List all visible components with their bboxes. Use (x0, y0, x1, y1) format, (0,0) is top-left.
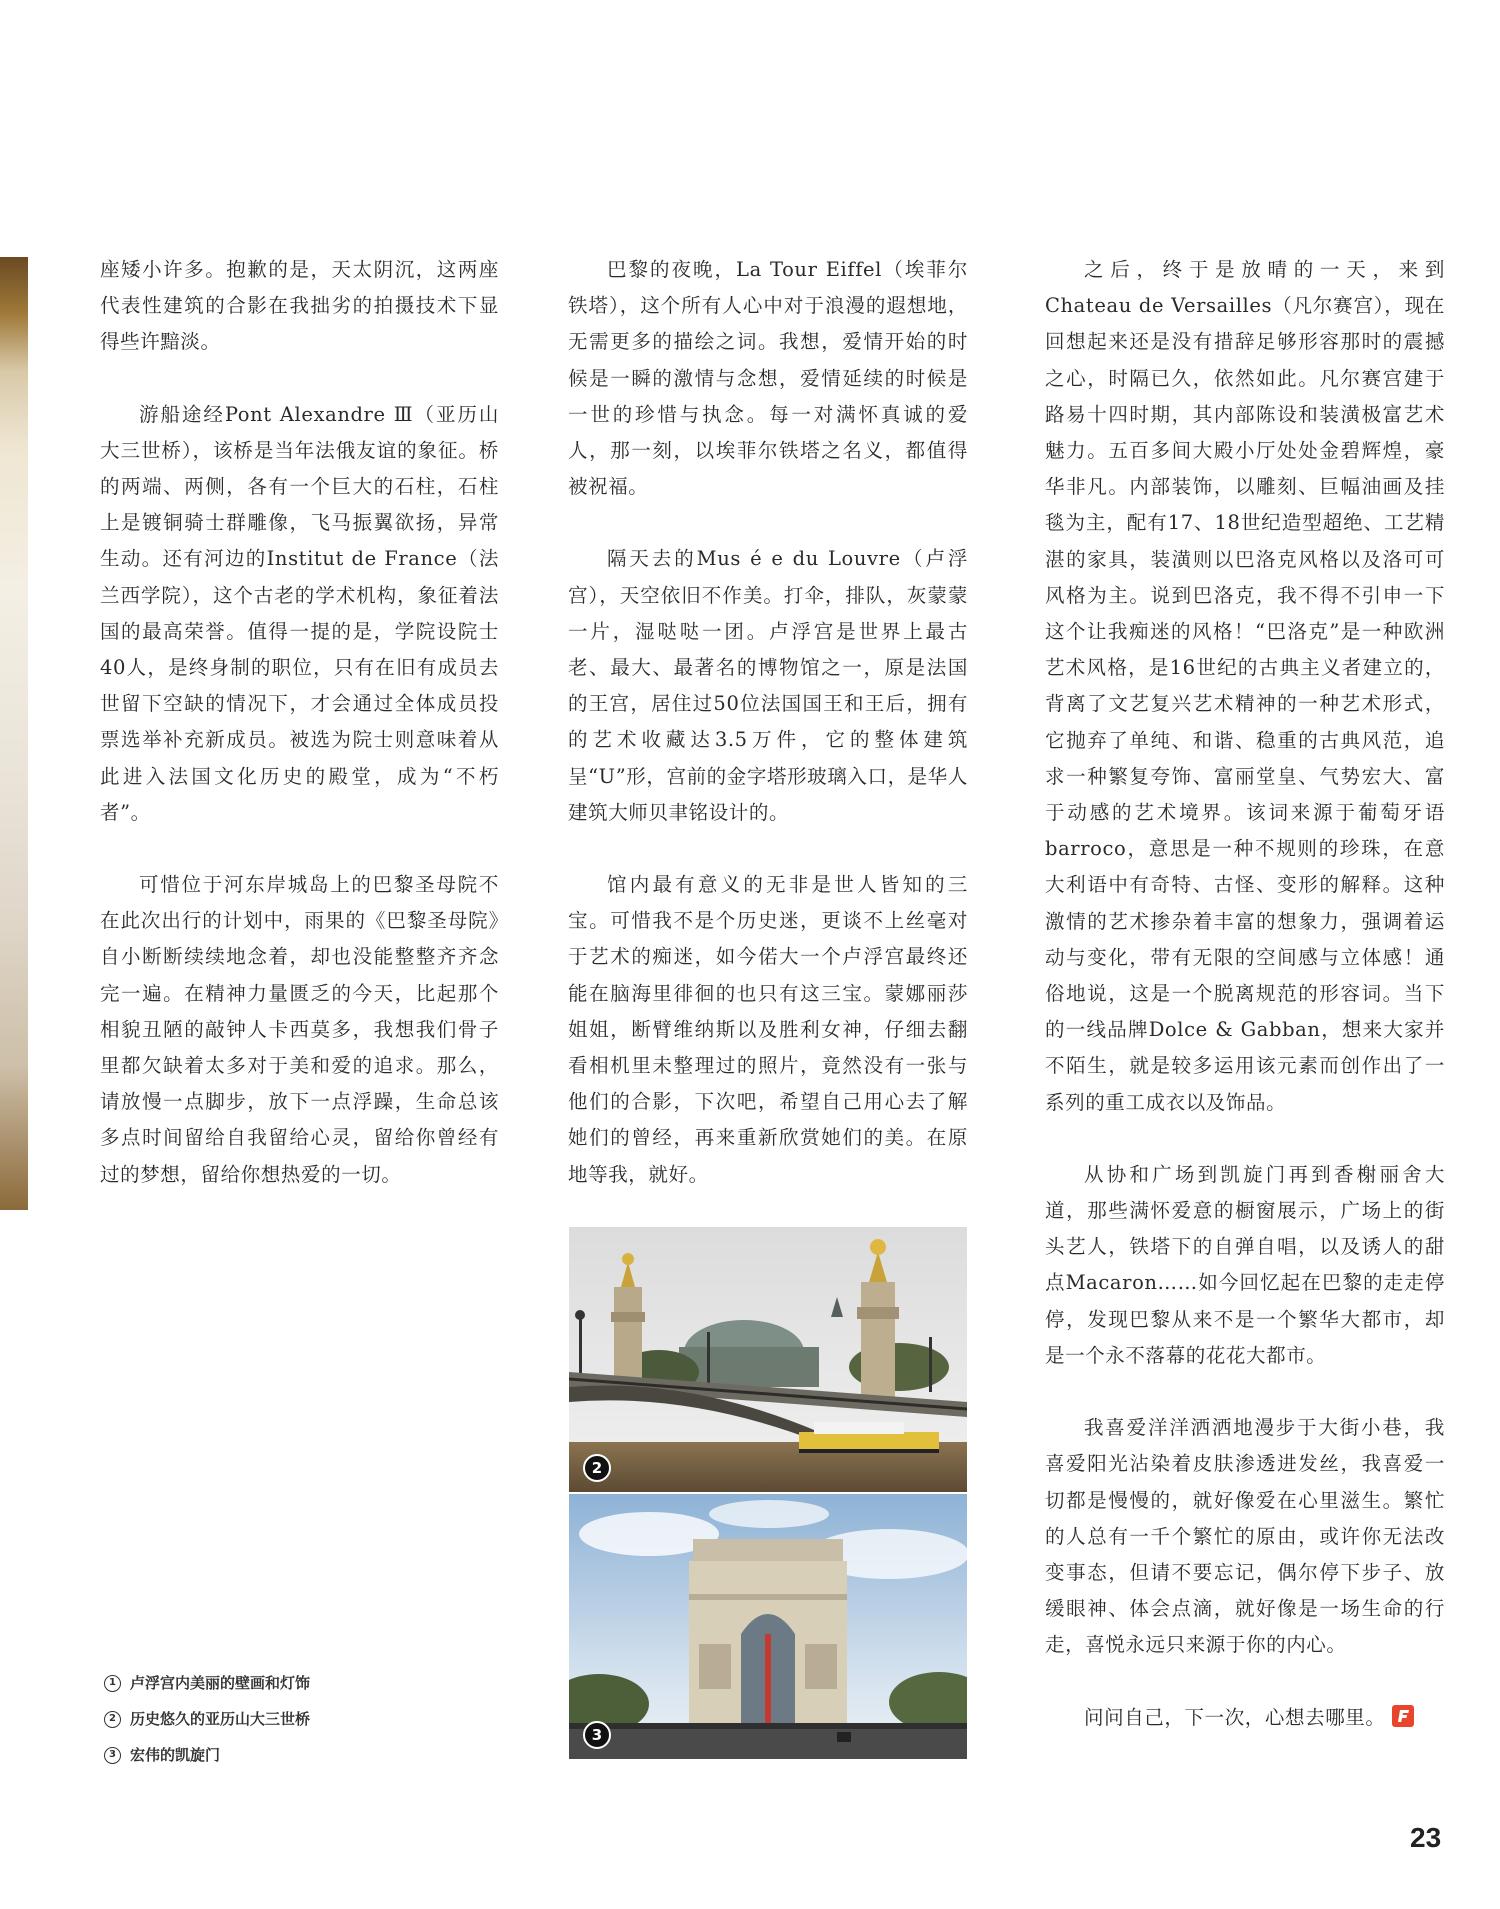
photo-number-badge: 2 (583, 1454, 611, 1482)
caption-row (104, 1701, 310, 1737)
caption-number: 1 (104, 1675, 121, 1692)
caption-row (104, 1737, 310, 1773)
arc-photo (569, 1494, 967, 1759)
magazine-logo-icon (1392, 1705, 1414, 1727)
bridge-photo (569, 1227, 967, 1492)
page-number: 23 (1410, 1822, 1442, 1853)
caption-number: 3 (104, 1747, 121, 1764)
photo-number-badge: 3 (583, 1721, 611, 1749)
photo-captions (104, 1665, 310, 1773)
paragraph: 座矮小许多。抱歉的是，天太阴沉，这两座代表性建筑的合影在我拙劣的拍摄技术下显得些许黯淡。 (100, 258, 499, 354)
caption-number: 2 (104, 1711, 121, 1728)
alexandre-iii-bridge-image (569, 1227, 967, 1492)
caption-text: 历史悠久的亚历山大三世桥 (130, 1710, 311, 1728)
paragraph: 之后，终于是放晴的一天，来到Chateau de Versailles（凡尔赛宫），现在回想起来还是没有措辞足够形容那时的震撼之心，时隔已久，依然如此。凡尔赛宫建于路易十四时期，其内部陈设和装潢极富艺术魅力。五百多间大殿小厅处处金碧辉煌，豪华非凡。内部装饰，以雕刻、巨幅油画及挂毯为主，配有17、18世纪造型超绝、工艺精湛的家具，装潢则以巴洛克风格以及洛可可风格为主。说到巴洛克，我不得不引申一下这个让我痴迷的风格！“巴洛克”是一种欧洲艺术风格，是16世纪的古典主义者建立的，背离了文艺复兴艺术精神的一种艺术形式，它抛弃了单纯、和谐、稳重的古典风范，追求一种繁复夸饰、富丽堂皇、气势宏大、富于动感的艺术境界。该词来源于葡萄牙语barroco，意思是一种不规则的珍珠，在意大利语中有奇特、古怪、变形的解释。这种激情的艺术掺杂着丰富的想象力，强调着运动与变化，带有无限的空间感与立体感！通俗地说，这是一个脱离规范的形容词。当下的一线品牌Dolce & Gabban，想来大家并不陌生，就是较多运用该元素而创作出了一系列的重工成衣以及饰品。 (1045, 258, 1445, 1114)
paragraph: 隔天去的Mus é e du Louvre（卢浮宫），天空依旧不作美。打伞，排队，灰蒙蒙一片，湿哒哒一团。卢浮宫是世界上最古老、最大、最著名的博物馆之一，原是法国的王宫，居住过50位法国国王和王后，拥有的艺术收藏达3.5万件，它的整体建筑呈“U”形，宫前的金字塔形玻璃入口，是华人建筑大师贝聿铭设计的。 (568, 547, 968, 824)
photo-stack (569, 1227, 967, 1759)
closing-text: 问问自己，下一次，心想去哪里。 (1084, 1705, 1386, 1729)
arc-de-triomphe-image (569, 1494, 967, 1759)
left-edge-photo-fragment (0, 257, 28, 1210)
paragraph: 馆内最有意义的无非是世人皆知的三宝。可惜我不是个历史迷，更谈不上丝毫对于艺术的痴迷，如今偌大一个卢浮宫最终还能在脑海里徘徊的也只有这三宝。蒙娜丽莎姐姐，断臂维纳斯以及胜利女神，仔细去翻看相机里未整理过的照片，竟然没有一张与他们的合影，下次吧，希望自己用心去了解她们的曾经，再来重新欣赏她们的美。在原地等我，就好。 (568, 873, 968, 1186)
paragraph: 游船途经Pont Alexandre Ⅲ（亚历山大三世桥），该桥是当年法俄友谊的象征。桥的两端、两侧，各有一个巨大的石柱，石柱上是镀铜骑士群雕像，飞马振翼欲扬，异常生动。还有河边的Institut de France（法兰西学院），这个古老的学术机构，象征着法国的最高荣誉。值得一提的是，学院设院士40人，是终身制的职位，只有在旧有成员去世留下空缺的情况下，才会通过全体成员投票选举补充新成员。被选为院士则意味着从此进入法国文化历史的殿堂，成为“不朽者”。 (100, 402, 499, 824)
text-column-3 (1045, 252, 1445, 1772)
paragraph: 可惜位于河东岸城岛上的巴黎圣母院不在此次出行的计划中，雨果的《巴黎圣母院》自小断断续续地念着，却也没能整整齐齐念完一遍。在精神力量匮乏的今天，比起那个相貌丑陋的敲钟人卡西莫多，我想我们骨子里都欠缺着太多对于美和爱的追求。那么，请放慢一点脚步，放下一点浮躁，生命总该多点时间留给自我留给心灵，留给你曾经有过的梦想，留给你想热爱的一切。 (100, 873, 499, 1186)
caption-row (104, 1665, 310, 1701)
closing-paragraph (1045, 1700, 1445, 1736)
paragraph: 我喜爱洋洋洒洒地漫步于大街小巷，我喜爱阳光沾染着皮肤渗透进发丝，我喜爱一切都是慢慢的，就好像爱在心里滋生。繁忙的人总有一千个繁忙的原由，或许你无法改变事态，但请不要忘记，偶尔停下步子、放缓眼神、体会点滴，就好像是一场生命的行走，喜悦永远只来源于你的内心。 (1045, 1416, 1445, 1657)
caption-text: 卢浮宫内美丽的壁画和灯饰 (130, 1674, 311, 1692)
text-column-1 (100, 252, 499, 1229)
paragraph: 从协和广场到凯旋门再到香榭丽舍大道，那些满怀爱意的橱窗展示，广场上的街头艺人，铁塔下的自弹自唱，以及诱人的甜点Macaron……如今回忆起在巴黎的走走停停，发现巴黎从来不是一个繁华大都市，却是一个永不落幕的花花大都市。 (1045, 1162, 1445, 1367)
paragraph: 巴黎的夜晚，La Tour Eiffel（埃菲尔铁塔），这个所有人心中对于浪漫的遐想地，无需更多的描绘之词。我想，爱情开始的时候是一瞬的激情与念想，爱情延续的时候是一世的珍惜与执念。每一对满怀真诚的爱人，那一刻，以埃菲尔铁塔之名义，都值得被祝福。 (568, 258, 968, 499)
caption-text: 宏伟的凯旋门 (130, 1746, 221, 1764)
text-column-2 (568, 252, 968, 1229)
